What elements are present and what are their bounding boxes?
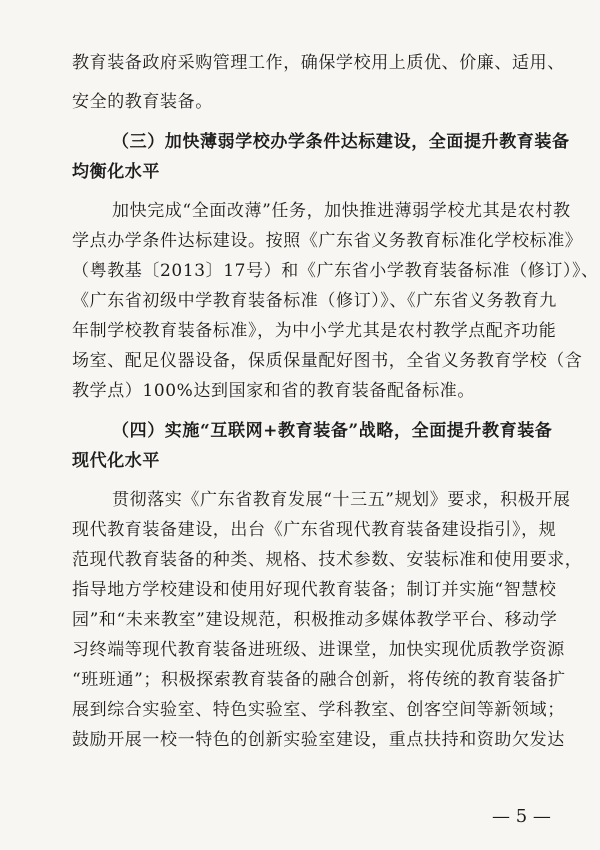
body-text-line: 指导地方学校建设和使用好现代教育装备；制订并实施“智慧校 bbox=[72, 580, 557, 600]
body-text-line: 展到综合实验室、特色实验室、学科教室、创客空间等新领域； bbox=[72, 700, 565, 720]
body-text-line: （粤教基〔2013〕17号）和《广东省小学教育装备标准（修订）》、 bbox=[72, 261, 599, 281]
section-heading: （三）加快薄弱学校办学条件达标建设，全面提升教育装备 bbox=[112, 132, 570, 152]
body-text-line: 《广东省初级中学教育装备标准（修订）》、《广东省义务教育九 bbox=[72, 291, 557, 311]
body-text-line: 学点办学条件达标建设。按照《广东省义务教育标准化学校标准》 bbox=[72, 231, 583, 251]
section-heading: 均衡化水平 bbox=[72, 162, 160, 182]
body-text-line: 园”和“未来教室”建设规范，积极推动多媒体教学平台、移动学 bbox=[72, 610, 558, 630]
page-number: — 5 — bbox=[492, 806, 551, 827]
body-text-line: 习终端等现代教育装备进班级、进课堂，加快实现优质教学资源 bbox=[72, 640, 565, 660]
body-text-line: 教育装备政府采购管理工作，确保学校用上质优、价廉、适用、 bbox=[72, 53, 565, 73]
body-text-line: 加快完成“全面改薄”任务，加快推进薄弱学校尤其是农村教 bbox=[112, 201, 571, 221]
body-text-line: 范现代教育装备的种类、规格、技术参数、安装标准和使用要求， bbox=[72, 550, 583, 570]
body-text-line: 鼓励开展一校一特色的创新实验室建设，重点扶持和资助欠发达 bbox=[72, 730, 565, 750]
section-heading: （四）实施“互联网+教育装备”战略，全面提升教育装备 bbox=[112, 421, 553, 441]
body-text-line: 场室、配足仪器设备，保质保量配好图书，全省义务教育学校（含 bbox=[72, 351, 583, 371]
body-text-line: 教学点）100%达到国家和省的教育装备配备标准。 bbox=[72, 381, 475, 401]
body-text-line: 现代教育装备建设，出台《广东省现代教育装备建设指引》，规 bbox=[72, 520, 557, 540]
body-text-line: 贯彻落实《广东省教育发展“十三五”规划》要求，积极开展 bbox=[112, 490, 571, 510]
body-text-line: 安全的教育装备。 bbox=[72, 92, 213, 112]
body-text-line: “班班通”；积极探索教育装备的融合创新，将传统的教育装备扩 bbox=[72, 670, 566, 690]
section-heading: 现代化水平 bbox=[72, 451, 160, 471]
body-text-line: 年制学校教育装备标准》，为中小学尤其是农村教学点配齐功能 bbox=[72, 321, 557, 341]
